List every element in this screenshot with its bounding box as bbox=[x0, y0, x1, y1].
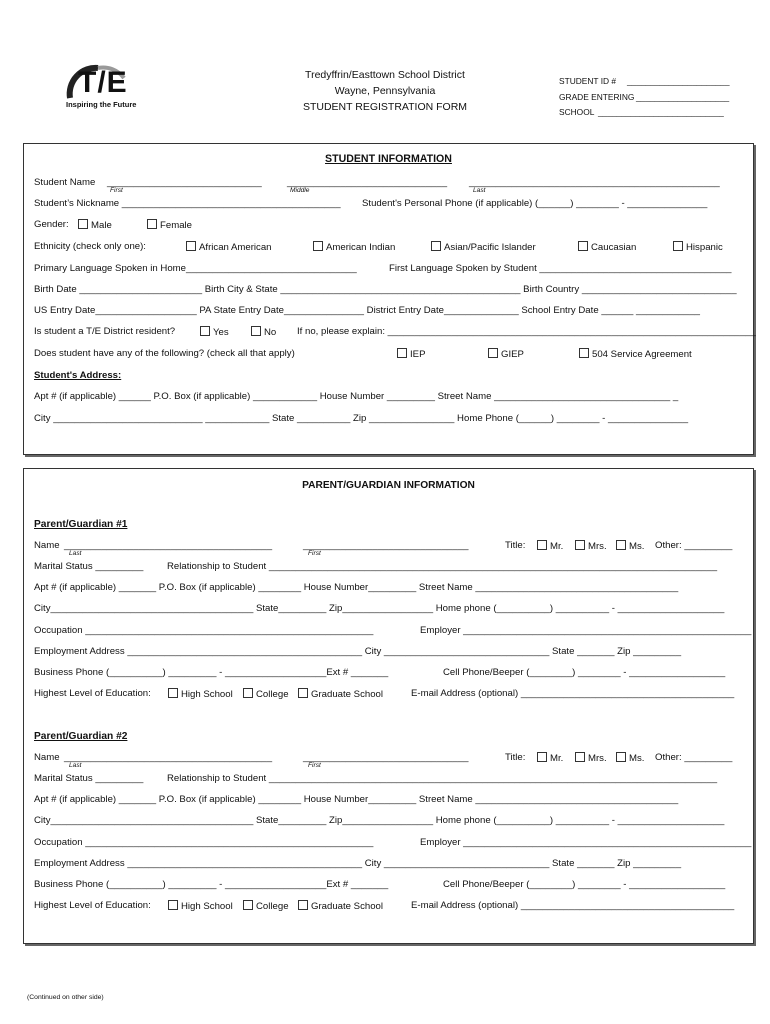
resident-no-option[interactable]: No bbox=[251, 326, 276, 339]
iep-option[interactable]: IEP bbox=[397, 348, 425, 361]
checkbox-icon[interactable] bbox=[243, 688, 253, 698]
checkbox-icon[interactable] bbox=[575, 540, 585, 550]
guardian-2-ms-option[interactable]: Ms. bbox=[616, 752, 644, 765]
guardian-2-mr-option[interactable]: Mr. bbox=[537, 752, 563, 765]
checkbox-icon[interactable] bbox=[168, 900, 178, 910]
last-caption: Last bbox=[473, 187, 486, 194]
guardian-1-cell-phone-field[interactable]: Cell Phone/Beeper (________) ________ - __________________ bbox=[443, 667, 726, 678]
guardian-2-high-school-option[interactable]: High School bbox=[168, 900, 233, 913]
guardian-2-cell-phone-field[interactable]: Cell Phone/Beeper (________) ________ - __________________ bbox=[443, 879, 726, 890]
checkbox-icon[interactable] bbox=[673, 241, 683, 251]
student-last-name-field[interactable]: _______________________________________________ bbox=[469, 177, 720, 188]
checkbox-icon[interactable] bbox=[313, 241, 323, 251]
birth-info-field[interactable]: Birth Date _______________________ Birth City & State _____________________________________________ Birth Country _____________________________ bbox=[34, 284, 737, 295]
student-city-field[interactable]: City ____________________________ ____________ State __________ Zip ________________ Home Phone (______) ________ - _______________ bbox=[34, 413, 689, 424]
guardian-1-email-field[interactable]: E-mail Address (optional) ________________________________________ bbox=[411, 688, 735, 699]
guardian-2-graduate-option[interactable]: Graduate School bbox=[298, 900, 383, 913]
guardian-1-employer-field[interactable]: Employer ______________________________________________________ bbox=[420, 625, 752, 636]
504-service-option[interactable]: 504 Service Agreement bbox=[579, 348, 692, 361]
guardian-1-mrs-option[interactable]: Mrs. bbox=[575, 540, 607, 553]
guardian-1-high-school-option[interactable]: High School bbox=[168, 688, 233, 701]
student-first-name-field[interactable]: _____________________________ bbox=[107, 177, 262, 188]
checkbox-icon[interactable] bbox=[298, 688, 308, 698]
guardian-2-marital-field[interactable]: Marital Status _________ bbox=[34, 773, 144, 784]
student-personal-phone-field[interactable]: Student's Personal Phone (if applicable) (______) ________ - _______________ bbox=[362, 198, 708, 209]
guardian-1-name-label: Name bbox=[34, 540, 60, 551]
district-logo bbox=[58, 62, 168, 112]
gender-male-option[interactable]: Male bbox=[78, 219, 112, 232]
gender-label: Gender: bbox=[34, 219, 69, 230]
guardian-2-name-label: Name bbox=[34, 752, 60, 763]
grade-entering-label: GRADE ENTERING bbox=[559, 92, 635, 102]
continued-note: (Continued on other side) bbox=[27, 994, 104, 1001]
giep-option[interactable]: GIEP bbox=[488, 348, 524, 361]
guardian-2-last-caption: Last bbox=[69, 762, 82, 769]
ethnicity-asian-option[interactable]: Asian/Pacific Islander bbox=[431, 241, 536, 254]
student-address-heading: Student's Address: bbox=[34, 370, 122, 381]
checkbox-icon[interactable] bbox=[243, 900, 253, 910]
school-field[interactable]: ___________________________ bbox=[598, 107, 724, 117]
resident-explain-field[interactable]: If no, please explain: _____________________________________________________________________ bbox=[297, 326, 756, 337]
guardian-1-last-name-field[interactable]: _______________________________________ bbox=[64, 540, 273, 551]
guardian-2-occupation-field[interactable]: Occupation ______________________________________________________ bbox=[34, 837, 374, 848]
guardian-1-first-caption: First bbox=[308, 550, 321, 557]
guardian-1-marital-field[interactable]: Marital Status _________ bbox=[34, 561, 144, 572]
services-label: Does student have any of the following? (check all that apply) bbox=[34, 348, 295, 359]
middle-caption: Middle bbox=[290, 187, 310, 194]
student-id-label: STUDENT ID # bbox=[559, 76, 617, 86]
guardian-2-college-option[interactable]: College bbox=[243, 900, 289, 913]
primary-language-field[interactable]: Primary Language Spoken in Home________________________________ bbox=[34, 263, 357, 274]
grade-entering-field[interactable]: ____________________ bbox=[636, 92, 730, 102]
checkbox-icon[interactable] bbox=[168, 688, 178, 698]
parent-section-title: PARENT/GUARDIAN INFORMATION bbox=[302, 480, 475, 491]
student-middle-name-field[interactable]: ______________________________ bbox=[287, 177, 448, 188]
checkbox-icon[interactable] bbox=[78, 219, 88, 229]
guardian-1-relationship-field[interactable]: Relationship to Student ____________________________________________________________________________________ bbox=[167, 561, 718, 572]
checkbox-icon[interactable] bbox=[200, 326, 210, 336]
form-title: STUDENT REGISTRATION FORM bbox=[302, 101, 468, 113]
guardian-1-business-phone-field[interactable]: Business Phone (__________) _________ - ___________________Ext # _______ bbox=[34, 667, 389, 678]
district-name: Tredyffrin/Easttown School District bbox=[305, 69, 465, 81]
student-information-section bbox=[23, 143, 754, 455]
guardian-2-city-field[interactable]: City______________________________________ State_________ Zip_________________ Home phone (__________) __________ - ____________________ bbox=[34, 815, 725, 826]
checkbox-icon[interactable] bbox=[251, 326, 261, 336]
logo-tagline: Inspiring the Future bbox=[66, 100, 137, 109]
guardian-2-mrs-option[interactable]: Mrs. bbox=[575, 752, 607, 765]
guardian-2-last-name-field[interactable]: _______________________________________ bbox=[64, 752, 273, 763]
resident-yes-option[interactable]: Yes bbox=[200, 326, 229, 339]
guardian-2-heading: Parent/Guardian #2 bbox=[34, 731, 128, 742]
guardian-1-last-caption: Last bbox=[69, 550, 82, 557]
guardian-2-email-field[interactable]: E-mail Address (optional) ________________________________________ bbox=[411, 900, 735, 911]
checkbox-icon[interactable] bbox=[488, 348, 498, 358]
resident-label: Is student a T/E District resident? bbox=[34, 326, 176, 337]
checkbox-icon[interactable] bbox=[147, 219, 157, 229]
checkbox-icon[interactable] bbox=[537, 752, 547, 762]
student-name-label: Student Name bbox=[34, 177, 96, 188]
checkbox-icon[interactable] bbox=[616, 540, 626, 550]
guardian-2-employment-address-field[interactable]: Employment Address ____________________________________________ City _______________________________ State _______ Zip _________ bbox=[34, 858, 682, 869]
ethnicity-caucasian-option[interactable]: Caucasian bbox=[578, 241, 636, 254]
school-label: SCHOOL bbox=[559, 107, 595, 117]
guardian-1-college-option[interactable]: College bbox=[243, 688, 289, 701]
guardian-1-occupation-field[interactable]: Occupation ______________________________________________________ bbox=[34, 625, 374, 636]
guardian-1-heading: Parent/Guardian #1 bbox=[34, 519, 128, 530]
guardian-1-graduate-option[interactable]: Graduate School bbox=[298, 688, 383, 701]
ethnicity-american-indian-option[interactable]: American Indian bbox=[313, 241, 395, 254]
guardian-2-business-phone-field[interactable]: Business Phone (__________) _________ - ___________________Ext # _______ bbox=[34, 879, 389, 890]
ethnicity-label: Ethnicity (check only one): bbox=[34, 241, 146, 252]
checkbox-icon[interactable] bbox=[431, 241, 441, 251]
checkbox-icon[interactable] bbox=[578, 241, 588, 251]
gender-female-option[interactable]: Female bbox=[147, 219, 192, 232]
student-section-title: STUDENT INFORMATION bbox=[325, 153, 452, 165]
guardian-1-first-name-field[interactable]: _______________________________ bbox=[303, 540, 469, 551]
guardian-2-first-name-field[interactable]: _______________________________ bbox=[303, 752, 469, 763]
guardian-2-employer-field[interactable]: Employer ______________________________________________________ bbox=[420, 837, 752, 848]
guardian-1-employment-address-field[interactable]: Employment Address ____________________________________________ City _______________________________ State _______ Zip _________ bbox=[34, 646, 682, 657]
checkbox-icon[interactable] bbox=[186, 241, 196, 251]
district-location: Wayne, Pennsylvania bbox=[334, 85, 436, 97]
guardian-2-first-caption: First bbox=[308, 762, 321, 769]
first-caption: First bbox=[110, 187, 123, 194]
guardian-2-relationship-field[interactable]: Relationship to Student ____________________________________________________________________________________ bbox=[167, 773, 718, 784]
student-address-field[interactable]: Apt # (if applicable) ______ P.O. Box (if applicable) ____________ House Number _________ Street Name _________________________________ _ bbox=[34, 391, 679, 402]
ethnicity-african-american-option[interactable]: African American bbox=[186, 241, 272, 254]
guardian-2-other-field[interactable]: Other: _________ bbox=[655, 752, 733, 763]
guardian-2-address-field[interactable]: Apt # (if applicable) _______ P.O. Box (if applicable) ________ House Number_________ Street Name ______________________________________ bbox=[34, 794, 679, 805]
entry-dates-field[interactable]: US Entry Date___________________ PA State Entry Date_______________ District Entry Date______________ School Entry Date ______ ____________ bbox=[34, 305, 701, 316]
guardian-1-title-label: Title: bbox=[505, 540, 526, 551]
guardian-1-mr-option[interactable]: Mr. bbox=[537, 540, 563, 553]
checkbox-icon[interactable] bbox=[579, 348, 589, 358]
guardian-1-ms-option[interactable]: Ms. bbox=[616, 540, 644, 553]
first-language-field[interactable]: First Language Spoken by Student ____________________________________ bbox=[389, 263, 732, 274]
guardian-1-address-field[interactable]: Apt # (if applicable) _______ P.O. Box (if applicable) ________ House Number_________ Street Name ______________________________________ bbox=[34, 582, 679, 593]
student-nickname-field[interactable]: Student’s Nickname _________________________________________ bbox=[34, 198, 341, 209]
guardian-2-title-label: Title: bbox=[505, 752, 526, 763]
checkbox-icon[interactable] bbox=[537, 540, 547, 550]
guardian-1-education-label: Highest Level of Education: bbox=[34, 688, 151, 699]
checkbox-icon[interactable] bbox=[397, 348, 407, 358]
guardian-1-other-field[interactable]: Other: _________ bbox=[655, 540, 733, 551]
checkbox-icon[interactable] bbox=[298, 900, 308, 910]
student-id-field[interactable]: ______________________ bbox=[627, 76, 730, 86]
checkbox-icon[interactable] bbox=[575, 752, 585, 762]
guardian-2-education-label: Highest Level of Education: bbox=[34, 900, 151, 911]
checkbox-icon[interactable] bbox=[616, 752, 626, 762]
guardian-1-city-field[interactable]: City______________________________________ State_________ Zip_________________ Home phone (__________) __________ - ____________________ bbox=[34, 603, 725, 614]
ethnicity-hispanic-option[interactable]: Hispanic bbox=[673, 241, 723, 254]
logo-text: T/E bbox=[78, 66, 128, 99]
